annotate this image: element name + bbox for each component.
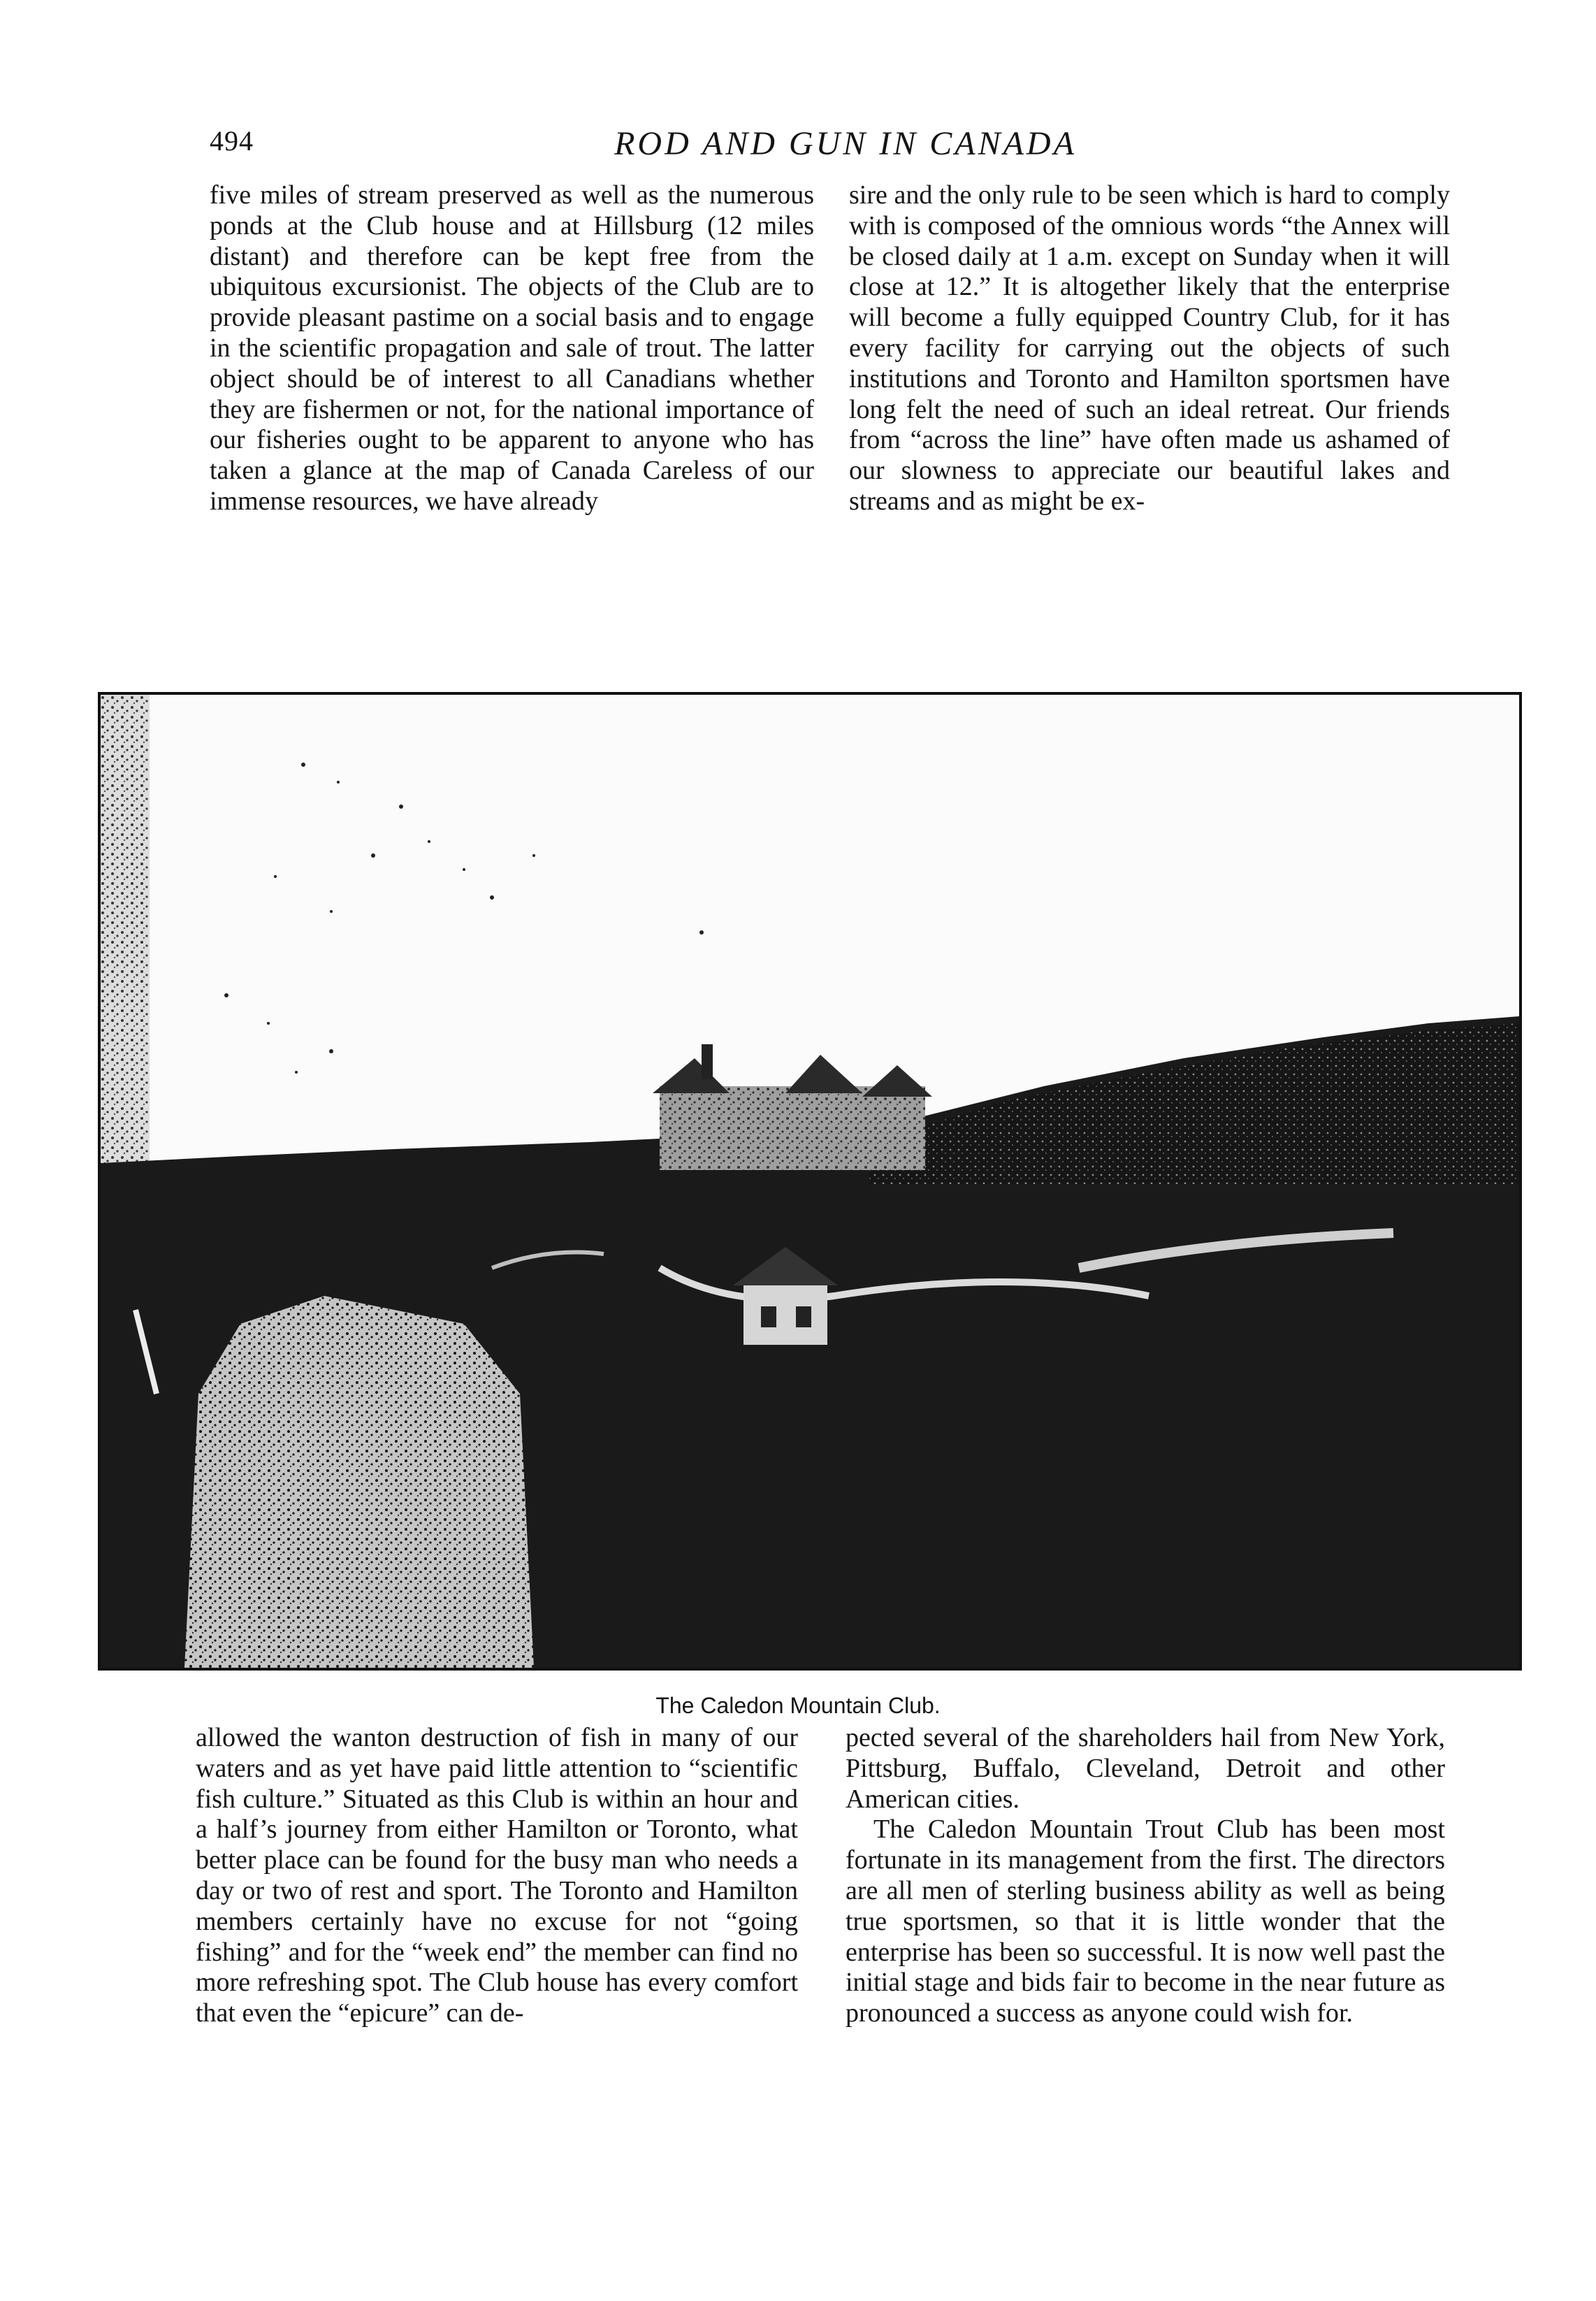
bottom-right-column [846,1723,1445,2029]
paragraph: allowed the wanton destruction of fish in many of our waters and as yet have paid little attention to “scientific fish culture.” Situated as this Club is within an hour and a half’s journey from either Hamilton or Toronto, what better place can be found for the busy man who needs a day or two of rest and sport. The Toronto and Hamilton members certainly have no excuse for not “going fishing” and for the “week end” the member can find no more refreshing spot. The Club house has every comfort that even the “epicure” can de- [196,1723,798,2028]
running-title: ROD AND GUN IN CANADA [614,125,1077,162]
bottom-left-column [196,1723,798,2029]
top-left-column [210,180,814,517]
landscape-image [101,695,1519,1668]
page-number: 494 [210,125,254,157]
page-header [210,124,1481,166]
caledon-club-photograph [98,692,1522,1671]
paragraph: five miles of stream preserved as well as the numerous ponds at the Club house and at Hillsburg (12 miles distant) and therefore can be kept free from the ubiquitous excursionist. The objects of the Club are to provide pleasant pastime on a social basis and to engage in the scientific propagation and sale of trout. The latter object should be of interest to all Canadians whether they are fishermen or not, for the national importance of our fisheries ought to be apparent to anyone who has taken a glance at the map of Canada Careless of our immense resources, we have already [210,180,814,516]
paragraph: pected several of the shareholders hail from New York, Pittsburg, Buffalo, Cleveland, Detroit and other American cities. [846,1723,1445,1814]
photo-caption: The Caledon Mountain Club. [655,1693,941,1718]
paragraph: sire and the only rule to be seen which is hard to comply with is composed of the omnious words “the Annex will be closed daily at 1 a.m. except on Sunday when it will close at 12.” It is altogether likely that the enterprise will become a fully equipped Country Club, for it has every facility for carrying out the objects of such institutions and Toronto and Hamilton sportsmen have long felt the need of such an ideal retreat. Our friends from “across the line” have often made us ashamed of our slowness to appreciate our beautiful lakes and streams and as might be ex- [849,180,1450,516]
paragraph: The Caledon Mountain Trout Club has been most fortunate in its management from the first. The directors are all men of sterling business ability as well as being true sportsmen, so that it is little wonder that the enterprise has been so successful. It is now well past the initial stage and bids fair to become in the near future as pronounced a success as anyone could wish for. [846,1815,1445,2028]
top-right-column [849,180,1450,517]
